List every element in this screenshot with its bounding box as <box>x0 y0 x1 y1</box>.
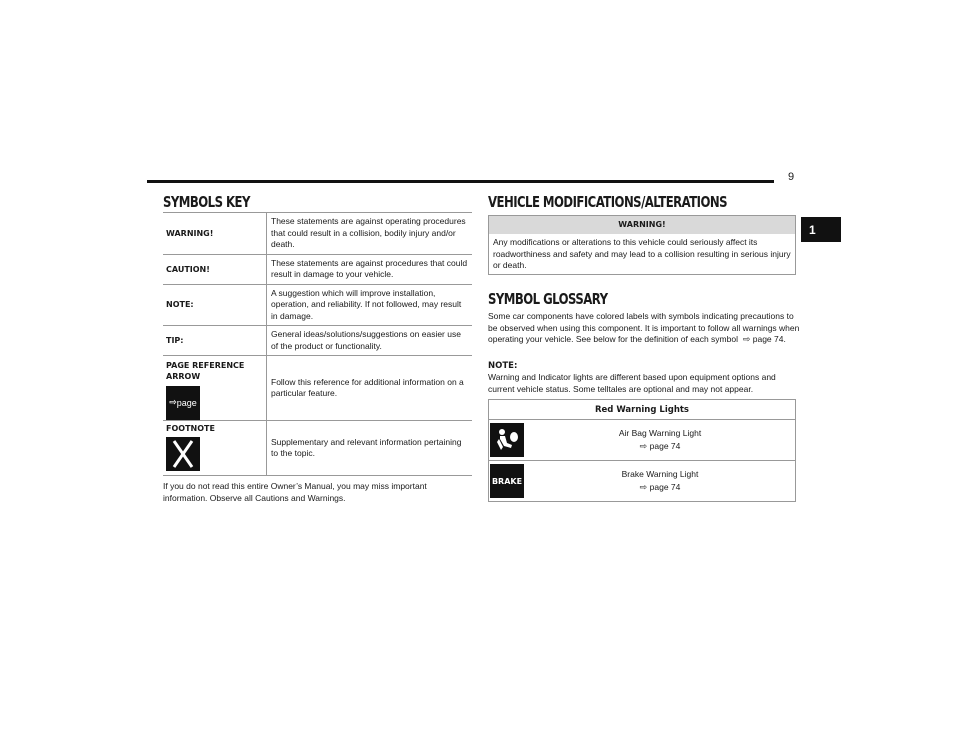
row-value: Supplementary and relevant information pertaining to the topic. <box>267 421 473 476</box>
warning-title: WARNING! <box>489 216 795 234</box>
footnote-icon <box>166 437 200 471</box>
page-number: 9 <box>788 171 795 183</box>
row-key: CAUTION! <box>163 254 267 284</box>
row-key: PAGE REFERENCE ARROW <box>166 361 245 381</box>
row-key: TIP: <box>163 326 267 356</box>
light-description <box>525 461 796 502</box>
cross-icon <box>170 439 196 469</box>
row-value: General ideas/solutions/suggestions on easier use of the product or functionality. <box>267 326 473 356</box>
page-reference-link[interactable]: page 74. <box>752 334 786 344</box>
airbag-glyph-icon <box>492 425 522 455</box>
arrow-right-icon: ⇨ <box>169 398 177 408</box>
table-row <box>163 326 472 356</box>
modifications-heading: VEHICLE MODIFICATIONS/ALTERATIONS <box>488 193 727 211</box>
table-row <box>163 421 472 476</box>
page-reference-link[interactable]: page 74 <box>649 482 681 492</box>
row-key-cell <box>163 356 267 421</box>
brake-icon <box>490 464 524 498</box>
icon-label: page <box>176 398 197 408</box>
table-row <box>163 356 472 421</box>
row-value: These statements are against procedures that could result in damage to your vehicle. <box>267 254 473 284</box>
row-key: FOOTNOTE <box>166 424 215 433</box>
note-label: NOTE: <box>488 361 518 371</box>
table-row <box>489 420 796 461</box>
table-row <box>163 254 472 284</box>
table-row <box>163 284 472 326</box>
icon-cell <box>489 461 526 502</box>
warning-box <box>488 215 796 275</box>
row-key-cell <box>163 421 267 476</box>
owners-manual-notice: If you do not read this entire Owner’s Manual, you may miss important information. Observe all Cautions and Warnings. <box>163 481 427 503</box>
light-ref[interactable] <box>525 481 795 494</box>
row-value: These statements are against operating procedures that could result in a collision, bodily injury and/or death. <box>267 213 473 255</box>
table-row <box>163 213 472 255</box>
page-reference-link[interactable]: page 74 <box>649 441 681 451</box>
icon-cell <box>489 420 526 461</box>
light-ref[interactable] <box>525 440 795 453</box>
row-key: WARNING! <box>163 213 267 255</box>
chapter-tab[interactable]: 1 <box>801 217 841 242</box>
note-text: Warning and Indicator lights are different based upon equipment options and current vehicle status. Some telltales are optional and may not appear. <box>488 372 776 394</box>
page-reference-arrow-icon <box>166 386 200 420</box>
red-warning-lights-table <box>488 399 796 502</box>
page-arrow-icon: ⇨ <box>639 441 650 451</box>
row-key: NOTE: <box>163 284 267 326</box>
header-rule <box>147 180 774 183</box>
symbols-key-heading: SYMBOLS KEY <box>163 193 250 211</box>
symbols-key-table <box>163 212 472 476</box>
table-row <box>489 461 796 502</box>
airbag-icon <box>490 423 524 457</box>
light-name: Brake Warning Light <box>621 469 699 479</box>
light-description <box>525 420 796 461</box>
glossary-intro <box>488 311 800 346</box>
table-title: Red Warning Lights <box>489 400 796 420</box>
symbol-glossary-heading: SYMBOL GLOSSARY <box>488 290 608 308</box>
glossary-intro-text: Some car components have colored labels with symbols indicating precautions to be observed when using this component. It is important to follow all warnings when operating your vehicle. See below for the definition of each symbol <box>488 311 800 344</box>
warning-text: Any modifications or alterations to this vehicle could seriously affect its roadworthiness and safety and may lead to a collision resulting in serious injury or death. <box>493 237 791 270</box>
page-arrow-icon: ⇨ <box>639 482 650 492</box>
row-value: A suggestion which will improve installation, operation, and reliability. If not followed, may result in damage. <box>267 284 473 326</box>
row-value: Follow this reference for additional information on a particular feature. <box>267 356 473 421</box>
page-arrow-icon: ⇨ <box>740 334 751 344</box>
table-header-row <box>489 400 796 420</box>
light-name: Air Bag Warning Light <box>618 428 702 438</box>
brake-icon-label: BRAKE <box>491 476 523 486</box>
